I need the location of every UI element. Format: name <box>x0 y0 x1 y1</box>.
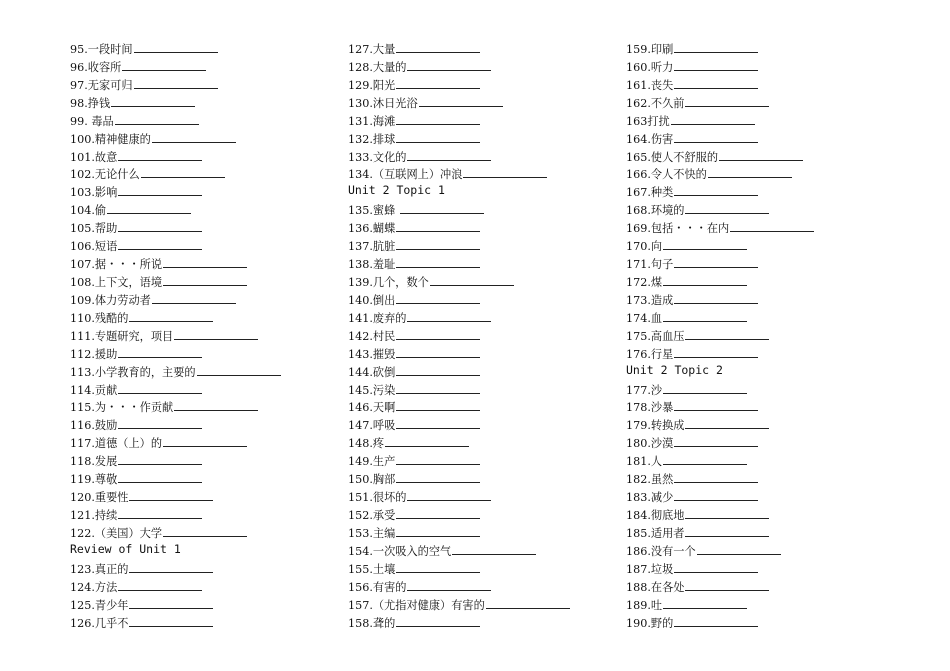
vocab-item <box>626 290 814 308</box>
vocab-item <box>626 541 814 559</box>
vocab-prompt: 159.印刷 <box>626 43 674 56</box>
vocab-item <box>348 433 570 451</box>
vocab-item <box>348 272 570 290</box>
answer-blank[interactable] <box>111 93 195 107</box>
vocab-item <box>348 577 570 595</box>
vocab-prompt: 178.沙暴 <box>626 401 674 415</box>
vocab-prompt: 181.人 <box>626 455 663 469</box>
answer-blank[interactable] <box>118 236 202 250</box>
vocab-prompt: 97.无家可归 <box>70 78 133 92</box>
vocab-item <box>348 39 570 57</box>
vocab-prompt: 150.胸部 <box>348 473 396 487</box>
vocab-item <box>626 147 814 165</box>
answer-blank[interactable] <box>674 57 758 71</box>
answer-blank[interactable] <box>396 254 480 268</box>
vocab-prompt: 116.鼓励 <box>70 419 118 433</box>
vocab-prompt: 163打扰 <box>626 114 670 128</box>
vocab-prompt: 125.青少年 <box>70 598 129 612</box>
vocab-item <box>348 362 570 380</box>
vocab-prompt: 165.使人不舒服的 <box>626 150 719 164</box>
vocab-item <box>626 344 814 362</box>
vocab-prompt: 142.村民 <box>348 329 396 343</box>
vocab-prompt: 138.羞耻 <box>348 258 396 272</box>
answer-blank[interactable] <box>396 451 480 465</box>
answer-blank[interactable] <box>396 290 480 304</box>
vocab-prompt: 162.不久前 <box>626 96 685 110</box>
answer-blank[interactable] <box>674 254 758 268</box>
answer-blank[interactable] <box>197 362 281 376</box>
vocab-prompt: 103.影响 <box>70 186 118 200</box>
vocab-item <box>70 344 281 362</box>
vocab-item <box>626 415 814 433</box>
vocab-item <box>348 57 570 75</box>
vocab-item <box>626 487 814 505</box>
answer-blank[interactable] <box>385 433 469 447</box>
answer-blank[interactable] <box>708 164 792 178</box>
answer-blank[interactable] <box>134 39 218 53</box>
answer-blank[interactable] <box>674 613 758 627</box>
vocab-item <box>626 308 814 326</box>
answer-blank[interactable] <box>396 380 480 394</box>
vocab-item <box>348 236 570 254</box>
vocab-item <box>626 451 814 469</box>
answer-blank[interactable] <box>685 415 769 429</box>
vocab-item <box>626 272 814 290</box>
vocab-prompt: 145.污染 <box>348 383 396 397</box>
answer-blank[interactable] <box>129 308 213 322</box>
vocab-prompt: 119.尊敬 <box>70 473 118 487</box>
answer-blank[interactable] <box>396 75 480 89</box>
vocab-prompt: 140.倒出 <box>348 293 396 307</box>
vocab-item <box>348 505 570 523</box>
answer-blank[interactable] <box>396 505 480 519</box>
answer-blank[interactable] <box>674 469 758 483</box>
vocab-prompt: 167.种类 <box>626 186 674 200</box>
vocab-prompt: 173.造成 <box>626 293 674 307</box>
vocab-prompt: 107.据・・・所说 <box>70 258 163 272</box>
answer-blank[interactable] <box>452 541 536 555</box>
vocab-prompt: 105.帮助 <box>70 222 118 236</box>
answer-blank[interactable] <box>107 200 191 214</box>
answer-blank[interactable] <box>396 111 480 125</box>
answer-blank[interactable] <box>400 200 484 214</box>
vocab-item <box>70 39 281 57</box>
vocab-item <box>348 308 570 326</box>
vocab-item <box>70 577 281 595</box>
vocab-prompt: 146.天啊 <box>348 401 396 415</box>
answer-blank[interactable] <box>674 182 758 196</box>
answer-blank[interactable] <box>118 577 202 591</box>
answer-blank[interactable] <box>419 93 503 107</box>
vocab-item <box>348 469 570 487</box>
vocab-prompt: 187.垃圾 <box>626 562 674 576</box>
vocab-item <box>348 523 570 541</box>
answer-blank[interactable] <box>152 290 236 304</box>
answer-blank[interactable] <box>685 93 769 107</box>
answer-blank[interactable] <box>685 523 769 537</box>
vocab-prompt: 109.体力劳动者 <box>70 293 151 307</box>
vocab-item <box>348 93 570 111</box>
answer-blank[interactable] <box>118 451 202 465</box>
answer-blank[interactable] <box>463 164 547 178</box>
vocab-item <box>70 433 281 451</box>
vocab-item <box>626 39 814 57</box>
vocab-item <box>348 595 570 613</box>
answer-blank[interactable] <box>129 487 213 501</box>
vocab-prompt: 143.摧毁 <box>348 347 396 361</box>
answer-blank[interactable] <box>407 147 491 161</box>
vocab-prompt: 139.几个，数个 <box>348 275 429 289</box>
answer-blank[interactable] <box>674 397 758 411</box>
vocab-column-2 <box>348 39 570 630</box>
vocab-item <box>348 218 570 236</box>
vocab-prompt: 123.真正的 <box>70 562 129 576</box>
vocab-item <box>70 182 281 200</box>
vocab-prompt: 124.方法 <box>70 580 118 594</box>
vocab-item <box>626 57 814 75</box>
section-heading <box>348 182 570 200</box>
vocab-item <box>70 254 281 272</box>
vocab-column-1 <box>70 39 281 630</box>
vocab-prompt: 132.排球 <box>348 132 396 146</box>
vocab-prompt: 101.故意 <box>70 150 118 164</box>
vocab-item <box>626 523 814 541</box>
answer-blank[interactable] <box>152 129 236 143</box>
vocab-prompt: 100.精神健康的 <box>70 132 151 146</box>
vocab-prompt: 115.为・・・作贡献 <box>70 401 174 415</box>
vocab-prompt: 129.阳光 <box>348 78 396 92</box>
vocab-prompt: 127.大量 <box>348 43 396 56</box>
vocab-item <box>70 75 281 93</box>
vocab-item <box>348 415 570 433</box>
vocab-item <box>70 469 281 487</box>
section-heading-text: Unit 2 Topic 2 <box>626 362 723 377</box>
vocab-prompt: 130.沐日光浴 <box>348 96 418 110</box>
answer-blank[interactable] <box>674 559 758 573</box>
vocab-prompt: 135.蜜蜂 <box>348 204 399 218</box>
answer-blank[interactable] <box>396 559 480 573</box>
vocab-prompt: 172.煤 <box>626 275 663 289</box>
answer-blank[interactable] <box>663 380 747 394</box>
vocab-item <box>70 308 281 326</box>
answer-blank[interactable] <box>115 111 199 125</box>
vocab-item <box>70 218 281 236</box>
answer-blank[interactable] <box>118 505 202 519</box>
answer-blank[interactable] <box>674 344 758 358</box>
vocab-prompt: 183.减少 <box>626 491 674 505</box>
answer-blank[interactable] <box>396 397 480 411</box>
vocab-prompt: 95.一段时间 <box>70 43 133 56</box>
vocab-prompt: 141.废弃的 <box>348 311 407 325</box>
vocab-prompt: 188.在各处 <box>626 580 685 594</box>
vocab-prompt: 164.伤害 <box>626 132 674 146</box>
answer-blank[interactable] <box>674 75 758 89</box>
answer-blank[interactable] <box>129 613 213 627</box>
vocab-item <box>626 613 814 631</box>
vocab-prompt: 131.海滩 <box>348 114 396 128</box>
vocab-item <box>348 397 570 415</box>
vocab-item <box>70 93 281 111</box>
answer-blank[interactable] <box>396 236 480 250</box>
answer-blank[interactable] <box>396 469 480 483</box>
answer-blank[interactable] <box>396 344 480 358</box>
vocab-item <box>626 236 814 254</box>
answer-blank[interactable] <box>407 577 491 591</box>
vocab-prompt: 99. 毒品 <box>70 114 114 128</box>
vocab-item <box>70 57 281 75</box>
answer-blank[interactable] <box>663 451 747 465</box>
vocab-prompt: 137.肮脏 <box>348 240 396 254</box>
answer-blank[interactable] <box>674 290 758 304</box>
vocab-prompt: 106.短语 <box>70 240 118 254</box>
answer-blank[interactable] <box>663 236 747 250</box>
vocab-item <box>70 200 281 218</box>
vocab-prompt: 182.虽然 <box>626 473 674 487</box>
vocab-item <box>70 326 281 344</box>
vocab-prompt: 96.收容所 <box>70 60 122 74</box>
answer-blank[interactable] <box>163 433 247 447</box>
vocab-prompt: 155.土壤 <box>348 562 396 576</box>
vocab-prompt: 170.向 <box>626 240 663 254</box>
answer-blank[interactable] <box>396 39 480 53</box>
vocab-prompt: 134.（互联网上）冲浪 <box>348 168 463 182</box>
answer-blank[interactable] <box>719 147 803 161</box>
vocab-prompt: 179.转换成 <box>626 419 685 433</box>
vocab-item <box>70 164 281 182</box>
vocab-prompt: 158.聋的 <box>348 616 396 630</box>
vocab-prompt: 102.无论什么 <box>70 168 140 182</box>
answer-blank[interactable] <box>163 523 247 537</box>
vocab-prompt: 160.听力 <box>626 60 674 74</box>
vocab-item <box>626 218 814 236</box>
vocab-prompt: 186.没有一个 <box>626 544 696 558</box>
vocab-prompt: 117.道德（上）的 <box>70 437 163 451</box>
vocab-item <box>70 272 281 290</box>
answer-blank[interactable] <box>674 433 758 447</box>
vocab-prompt: 122.（美国）大学 <box>70 526 163 540</box>
vocab-item <box>626 469 814 487</box>
vocab-item <box>348 200 570 218</box>
vocab-prompt: 168.环境的 <box>626 204 685 218</box>
vocab-item <box>348 129 570 147</box>
vocab-prompt: 161.丧失 <box>626 78 674 92</box>
vocab-item <box>626 182 814 200</box>
vocab-prompt: 128.大量的 <box>348 60 407 74</box>
vocab-item <box>70 362 281 380</box>
answer-blank[interactable] <box>118 415 202 429</box>
vocab-item <box>626 326 814 344</box>
vocab-item <box>626 433 814 451</box>
vocab-item <box>70 613 281 631</box>
vocab-prompt: 114.贡献 <box>70 383 118 397</box>
vocab-item <box>348 326 570 344</box>
vocab-item <box>348 613 570 631</box>
vocab-item <box>348 541 570 559</box>
vocab-prompt: 147.呼吸 <box>348 419 396 433</box>
answer-blank[interactable] <box>674 39 758 53</box>
answer-blank[interactable] <box>118 147 202 161</box>
answer-blank[interactable] <box>407 57 491 71</box>
vocab-item <box>70 111 281 129</box>
section-heading-text: Unit 2 Topic 1 <box>348 183 445 198</box>
answer-blank[interactable] <box>663 595 747 609</box>
vocab-prompt: 151.很坏的 <box>348 491 407 505</box>
vocab-column-3 <box>626 39 814 630</box>
vocab-prompt: 152.承受 <box>348 508 396 522</box>
answer-blank[interactable] <box>407 308 491 322</box>
vocab-item <box>626 505 814 523</box>
answer-blank[interactable] <box>122 57 206 71</box>
vocab-item <box>70 129 281 147</box>
answer-blank[interactable] <box>685 577 769 591</box>
vocab-prompt: 169.包括・・・在内 <box>626 222 730 236</box>
vocab-item <box>70 451 281 469</box>
answer-blank[interactable] <box>174 326 258 340</box>
answer-blank[interactable] <box>163 272 247 286</box>
vocab-item <box>348 75 570 93</box>
answer-blank[interactable] <box>396 613 480 627</box>
answer-blank[interactable] <box>118 218 202 232</box>
answer-blank[interactable] <box>118 344 202 358</box>
vocab-item <box>70 595 281 613</box>
vocab-item <box>348 380 570 398</box>
vocab-item <box>626 111 814 129</box>
vocab-item <box>348 451 570 469</box>
vocab-item <box>626 397 814 415</box>
vocab-prompt: 154.一次吸入的空气 <box>348 544 452 558</box>
vocab-prompt: 113.小学教育的，主要的 <box>70 365 196 379</box>
vocab-prompt: 177.沙 <box>626 383 663 397</box>
answer-blank[interactable] <box>118 182 202 196</box>
vocab-item <box>626 595 814 613</box>
vocab-item <box>348 487 570 505</box>
answer-blank[interactable] <box>685 326 769 340</box>
vocab-item <box>70 487 281 505</box>
answer-blank[interactable] <box>663 272 747 286</box>
section-heading <box>70 541 281 559</box>
vocab-item <box>348 164 570 182</box>
vocab-prompt: 157.（尤指对健康）有害的 <box>348 598 485 612</box>
vocab-prompt: 104.偷 <box>70 204 107 218</box>
answer-blank[interactable] <box>730 218 814 232</box>
answer-blank[interactable] <box>396 326 480 340</box>
answer-blank[interactable] <box>163 254 247 268</box>
vocab-prompt: 111.专题研究，项目 <box>70 329 174 343</box>
answer-blank[interactable] <box>685 505 769 519</box>
vocab-item <box>348 254 570 272</box>
vocab-item <box>626 559 814 577</box>
vocab-item <box>348 559 570 577</box>
vocab-item <box>626 93 814 111</box>
answer-blank[interactable] <box>118 380 202 394</box>
answer-blank[interactable] <box>674 129 758 143</box>
answer-blank[interactable] <box>671 111 755 125</box>
vocab-prompt: 175.高血压 <box>626 329 685 343</box>
vocab-prompt: 144.砍倒 <box>348 365 396 379</box>
answer-blank[interactable] <box>174 397 258 411</box>
vocab-item <box>626 380 814 398</box>
answer-blank[interactable] <box>396 523 480 537</box>
vocab-item <box>70 147 281 165</box>
section-heading <box>626 362 814 380</box>
answer-blank[interactable] <box>697 541 781 555</box>
section-heading-text: Review of Unit 1 <box>70 541 181 556</box>
vocab-prompt: 156.有害的 <box>348 580 407 594</box>
answer-blank[interactable] <box>118 469 202 483</box>
answer-blank[interactable] <box>430 272 514 286</box>
answer-blank[interactable] <box>674 487 758 501</box>
vocab-prompt: 112.援助 <box>70 347 118 361</box>
answer-blank[interactable] <box>486 595 570 609</box>
vocab-prompt: 185.适用者 <box>626 526 685 540</box>
vocab-prompt: 133.文化的 <box>348 150 407 164</box>
vocab-prompt: 136.蝴蝶 <box>348 222 396 236</box>
vocab-prompt: 120.重要性 <box>70 491 129 505</box>
vocab-item <box>626 254 814 272</box>
vocab-item <box>626 129 814 147</box>
vocab-prompt: 118.发展 <box>70 455 118 469</box>
vocab-item <box>70 397 281 415</box>
answer-blank[interactable] <box>134 75 218 89</box>
vocab-prompt: 176.行星 <box>626 347 674 361</box>
vocab-prompt: 108.上下文，语境 <box>70 275 163 289</box>
vocab-prompt: 180.沙漠 <box>626 437 674 451</box>
answer-blank[interactable] <box>407 487 491 501</box>
answer-blank[interactable] <box>129 559 213 573</box>
vocab-prompt: 189.吐 <box>626 598 663 612</box>
vocab-item <box>70 380 281 398</box>
vocab-item <box>70 559 281 577</box>
vocab-prompt: 190.野的 <box>626 616 674 630</box>
vocab-item <box>70 415 281 433</box>
vocab-item <box>626 577 814 595</box>
vocab-item <box>626 164 814 182</box>
answer-blank[interactable] <box>396 362 480 376</box>
vocab-prompt: 148.疼 <box>348 437 385 451</box>
vocab-item <box>70 505 281 523</box>
vocab-prompt: 110.残酷的 <box>70 311 129 325</box>
vocab-prompt: 126.几乎不 <box>70 616 129 630</box>
vocab-prompt: 174.血 <box>626 311 663 325</box>
vocab-prompt: 166.令人不快的 <box>626 168 707 182</box>
answer-blank[interactable] <box>396 129 480 143</box>
vocab-prompt: 149.生产 <box>348 455 396 469</box>
answer-blank[interactable] <box>685 200 769 214</box>
answer-blank[interactable] <box>663 308 747 322</box>
vocab-item <box>70 523 281 541</box>
vocab-item <box>348 290 570 308</box>
vocab-item <box>626 200 814 218</box>
answer-blank[interactable] <box>396 415 480 429</box>
vocab-item <box>348 111 570 129</box>
vocab-prompt: 121.持续 <box>70 508 118 522</box>
vocab-item <box>348 344 570 362</box>
vocab-prompt: 98.挣钱 <box>70 96 111 110</box>
answer-blank[interactable] <box>129 595 213 609</box>
answer-blank[interactable] <box>396 218 480 232</box>
vocab-item <box>70 236 281 254</box>
vocab-prompt: 184.彻底地 <box>626 508 685 522</box>
answer-blank[interactable] <box>141 164 225 178</box>
vocab-item <box>70 290 281 308</box>
vocab-prompt: 171.句子 <box>626 258 674 272</box>
vocab-item <box>348 147 570 165</box>
vocab-item <box>626 75 814 93</box>
vocab-prompt: 153.主编 <box>348 526 396 540</box>
